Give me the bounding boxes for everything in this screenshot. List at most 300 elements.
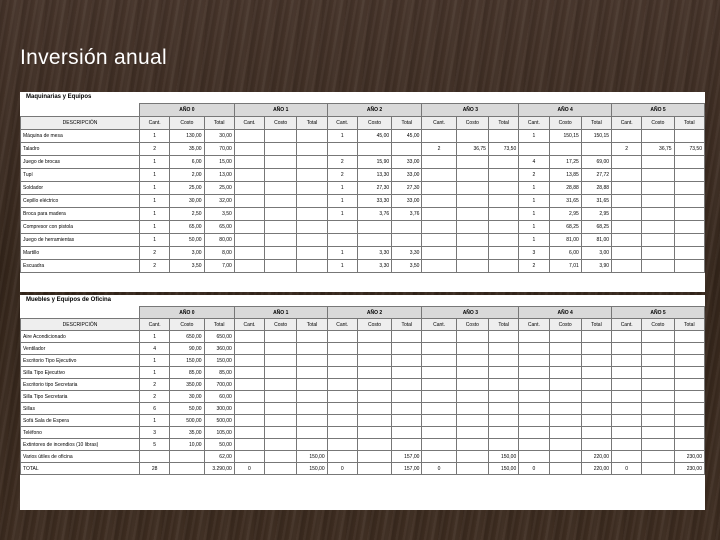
quantity-cell (422, 391, 456, 403)
total-cell (674, 391, 704, 403)
cost-cell (549, 415, 581, 427)
total-label: TOTAL (21, 463, 140, 475)
cost-cell: 68,25 (549, 221, 581, 234)
quantity-column-header: Cant. (140, 117, 170, 130)
total-cell (297, 208, 327, 221)
cost-cell (357, 379, 391, 391)
total-amount-cell: 157,00 (392, 463, 422, 475)
total-cell (297, 130, 327, 143)
cost-cell: 3,30 (357, 260, 391, 273)
total-cell (392, 391, 422, 403)
total-cell (674, 355, 704, 367)
quantity-cell: 2 (612, 143, 642, 156)
total-cell (297, 182, 327, 195)
total-cell (674, 379, 704, 391)
total-cell (674, 169, 704, 182)
total-cell (297, 403, 327, 415)
cost-column-header: Costo (170, 319, 204, 331)
total-quantity-cell: 0 (612, 463, 642, 475)
quantity-column-header: Cant. (422, 319, 456, 331)
total-cell (488, 379, 518, 391)
total-cell: 2,95 (581, 208, 611, 221)
quantity-cell: 2 (519, 260, 549, 273)
year-header: AÑO 1 (234, 307, 327, 319)
item-description: Máquina de mesa (21, 130, 140, 143)
total-cell (488, 403, 518, 415)
cost-cell: 15,90 (357, 156, 391, 169)
total-cell (392, 403, 422, 415)
total-cell (488, 169, 518, 182)
quantity-cell: 1 (140, 156, 170, 169)
quantity-cell (234, 143, 264, 156)
cost-cell: 33,30 (357, 195, 391, 208)
total-cell (674, 427, 704, 439)
cost-cell (642, 260, 674, 273)
cost-cell (265, 355, 297, 367)
quantity-cell: 1 (519, 208, 549, 221)
cost-cell (265, 143, 297, 156)
quantity-cell (234, 355, 264, 367)
item-description: Silla Tipo Ejecutivo (21, 367, 140, 379)
year-header: AÑO 4 (519, 104, 612, 117)
cost-column-header: Costo (642, 117, 674, 130)
table-row (21, 355, 705, 367)
cost-cell (265, 379, 297, 391)
total-cell (674, 403, 704, 415)
total-cell: 85,00 (204, 367, 234, 379)
cost-cell: 25,00 (170, 182, 204, 195)
cost-column-header: Costo (357, 117, 391, 130)
quantity-cell: 1 (140, 130, 170, 143)
cost-cell (456, 247, 488, 260)
total-cell (297, 343, 327, 355)
total-cell (674, 260, 704, 273)
total-cell (581, 331, 611, 343)
total-quantity-cell: 0 (234, 463, 264, 475)
total-column-header: Total (392, 319, 422, 331)
total-cell (297, 143, 327, 156)
quantity-cell (234, 391, 264, 403)
quantity-cell: 4 (140, 343, 170, 355)
item-description: Teléfono (21, 427, 140, 439)
quantity-cell (234, 331, 264, 343)
total-cost-cell (170, 463, 204, 475)
total-cell (488, 367, 518, 379)
quantity-cell (519, 379, 549, 391)
cost-column-header: Costo (549, 319, 581, 331)
cost-cell: 17,25 (549, 156, 581, 169)
total-cost-cell (456, 463, 488, 475)
total-cell (488, 260, 518, 273)
quantity-cell (327, 415, 357, 427)
cost-cell (456, 234, 488, 247)
quantity-cell: 1 (140, 234, 170, 247)
table-row (21, 156, 705, 169)
cost-cell: 10,00 (170, 439, 204, 451)
quantity-cell (234, 221, 264, 234)
quantity-cell: 1 (519, 195, 549, 208)
item-description: Ventilador (21, 343, 140, 355)
total-cell (581, 143, 611, 156)
table-row (21, 427, 705, 439)
total-cell: 700,00 (204, 379, 234, 391)
quantity-cell (422, 331, 456, 343)
quantity-cell (422, 343, 456, 355)
cost-cell (265, 247, 297, 260)
cost-cell (357, 221, 391, 234)
cost-column-header: Costo (265, 319, 297, 331)
total-cell: 45,00 (392, 130, 422, 143)
cost-cell (357, 403, 391, 415)
cost-cell: 81,00 (549, 234, 581, 247)
cost-cell (265, 331, 297, 343)
total-cell (488, 427, 518, 439)
total-cell (488, 234, 518, 247)
total-quantity-cell: 28 (140, 463, 170, 475)
quantity-cell (612, 169, 642, 182)
total-cell: 33,00 (392, 195, 422, 208)
quantity-cell: 1 (140, 331, 170, 343)
cost-cell: 150,00 (170, 355, 204, 367)
total-cost-cell (642, 463, 674, 475)
total-cell (488, 391, 518, 403)
total-cell (392, 439, 422, 451)
quantity-cell (234, 451, 264, 463)
cost-cell (642, 234, 674, 247)
cost-cell (549, 379, 581, 391)
total-cell: 33,00 (392, 156, 422, 169)
total-column-header: Total (674, 117, 704, 130)
total-cost-cell (265, 463, 297, 475)
quantity-column-header: Cant. (327, 117, 357, 130)
total-cell (488, 439, 518, 451)
item-description: Escritorio tipo Secretaria (21, 379, 140, 391)
cost-cell: 2,50 (170, 208, 204, 221)
total-cell (392, 143, 422, 156)
total-cell: 80,00 (204, 234, 234, 247)
total-cell: 30,00 (204, 130, 234, 143)
quantity-cell (422, 208, 456, 221)
total-column-header: Total (204, 117, 234, 130)
total-cell: 650,00 (204, 331, 234, 343)
item-description: Aire Acondicionado (21, 331, 140, 343)
quantity-column-header: Cant. (140, 319, 170, 331)
quantity-cell: 1 (519, 221, 549, 234)
quantity-cell (612, 355, 642, 367)
total-cell (488, 156, 518, 169)
total-column-header: Total (581, 319, 611, 331)
quantity-cell (612, 195, 642, 208)
total-cell (297, 355, 327, 367)
cost-cell: 13,85 (549, 169, 581, 182)
year-header: AÑO 3 (422, 104, 519, 117)
quantity-cell (612, 221, 642, 234)
cost-cell (357, 143, 391, 156)
total-cell (674, 247, 704, 260)
total-cell: 150,15 (581, 130, 611, 143)
cost-cell (549, 355, 581, 367)
quantity-cell (612, 451, 642, 463)
table-row (21, 234, 705, 247)
item-description: Sillas (21, 403, 140, 415)
cost-cell (642, 415, 674, 427)
total-cell: 27,30 (392, 182, 422, 195)
description-column-header: DESCRIPCIÓN (21, 319, 140, 331)
quantity-cell (234, 208, 264, 221)
item-description: Escuadra (21, 260, 140, 273)
quantity-cell: 2 (519, 169, 549, 182)
quantity-cell (327, 234, 357, 247)
cost-column-header: Costo (642, 319, 674, 331)
table-row (21, 169, 705, 182)
total-cell (581, 379, 611, 391)
cost-cell (357, 415, 391, 427)
quantity-cell: 1 (140, 221, 170, 234)
cost-cell (357, 331, 391, 343)
total-cell: 3,90 (581, 260, 611, 273)
total-cell (674, 182, 704, 195)
cost-cell (456, 130, 488, 143)
quantity-cell (612, 343, 642, 355)
cost-cell: 130,00 (170, 130, 204, 143)
total-cell (297, 391, 327, 403)
quantity-cell (519, 355, 549, 367)
total-cell (297, 195, 327, 208)
cost-cell: 3,50 (170, 260, 204, 273)
cost-cell (456, 331, 488, 343)
table-row (21, 260, 705, 273)
total-cell: 300,00 (204, 403, 234, 415)
quantity-cell (519, 415, 549, 427)
total-cell (674, 195, 704, 208)
quantity-cell (612, 182, 642, 195)
cost-cell (549, 391, 581, 403)
cost-cell: 35,00 (170, 143, 204, 156)
total-cell (392, 331, 422, 343)
total-cell (488, 247, 518, 260)
quantity-cell (612, 130, 642, 143)
quantity-column-header: Cant. (234, 117, 264, 130)
cost-cell (456, 343, 488, 355)
quantity-cell (234, 343, 264, 355)
total-cell: 33,00 (392, 169, 422, 182)
quantity-column-header: Cant. (327, 319, 357, 331)
cost-cell (642, 221, 674, 234)
cost-cell (642, 439, 674, 451)
cost-cell: 2,95 (549, 208, 581, 221)
cost-cell: 65,00 (170, 221, 204, 234)
total-cell: 3,50 (392, 260, 422, 273)
item-description: Escritorio Tipo Ejecutivo (21, 355, 140, 367)
total-cell: 150,00 (297, 451, 327, 463)
total-cell: 360,00 (204, 343, 234, 355)
quantity-cell (327, 355, 357, 367)
total-cell (674, 221, 704, 234)
cost-cell: 3,00 (170, 247, 204, 260)
quantity-column-header: Cant. (422, 117, 456, 130)
cost-cell (357, 451, 391, 463)
quantity-cell (422, 439, 456, 451)
total-cell (488, 221, 518, 234)
total-cell: 69,00 (581, 156, 611, 169)
quantity-cell (234, 182, 264, 195)
quantity-cell (327, 331, 357, 343)
cost-cell: 27,30 (357, 182, 391, 195)
cost-cell (456, 367, 488, 379)
total-cell (674, 331, 704, 343)
total-cell (581, 439, 611, 451)
total-column-header: Total (297, 117, 327, 130)
cost-cell (357, 367, 391, 379)
total-cell: 81,00 (581, 234, 611, 247)
total-cost-cell (549, 463, 581, 475)
cost-cell (549, 439, 581, 451)
total-cell (488, 208, 518, 221)
quantity-cell (612, 208, 642, 221)
total-column-header: Total (204, 319, 234, 331)
total-column-header: Total (488, 117, 518, 130)
total-cell: 73,50 (674, 143, 704, 156)
total-cell (297, 379, 327, 391)
quantity-cell: 1 (519, 130, 549, 143)
total-cell: 27,72 (581, 169, 611, 182)
table-row (21, 379, 705, 391)
year-header: AÑO 0 (140, 104, 235, 117)
cost-cell: 30,00 (170, 391, 204, 403)
total-cell (297, 415, 327, 427)
total-cell: 3,00 (581, 247, 611, 260)
quantity-cell (422, 367, 456, 379)
total-cell (674, 367, 704, 379)
total-cell: 8,00 (204, 247, 234, 260)
quantity-cell (422, 156, 456, 169)
cost-cell: 7,01 (549, 260, 581, 273)
quantity-cell (234, 439, 264, 451)
item-description: Silla Tipo Secretaria (21, 391, 140, 403)
year-header: AÑO 5 (612, 307, 705, 319)
quantity-cell (519, 451, 549, 463)
total-column-header: Total (581, 117, 611, 130)
cost-column-header: Costo (170, 117, 204, 130)
cost-cell: 90,00 (170, 343, 204, 355)
total-cell: 50,00 (204, 439, 234, 451)
cost-cell (265, 427, 297, 439)
quantity-cell (519, 427, 549, 439)
total-quantity-cell: 0 (327, 463, 357, 475)
total-cell (297, 169, 327, 182)
quantity-cell (234, 260, 264, 273)
table-row (21, 331, 705, 343)
cost-cell (456, 379, 488, 391)
quantity-cell: 3 (140, 427, 170, 439)
quantity-cell (422, 260, 456, 273)
cost-cell (456, 182, 488, 195)
quantity-cell (234, 169, 264, 182)
table-row (21, 143, 705, 156)
table-row (21, 451, 705, 463)
cost-cell: 350,00 (170, 379, 204, 391)
quantity-cell (612, 391, 642, 403)
quantity-cell (422, 182, 456, 195)
total-column-header: Total (297, 319, 327, 331)
total-cell (488, 331, 518, 343)
cost-cell (642, 367, 674, 379)
quantity-cell (234, 234, 264, 247)
year-header: AÑO 1 (234, 104, 327, 117)
machinery-section-title: Maquinarias y Equipos (26, 94, 92, 100)
total-cell: 70,00 (204, 143, 234, 156)
cost-cell (456, 439, 488, 451)
quantity-cell: 1 (519, 234, 549, 247)
cost-cell (265, 221, 297, 234)
quantity-cell: 1 (327, 130, 357, 143)
quantity-cell: 2 (140, 260, 170, 273)
year-header: AÑO 0 (140, 307, 235, 319)
cost-cell (265, 403, 297, 415)
cost-cell (549, 403, 581, 415)
total-cell (488, 415, 518, 427)
cost-cell: 36,75 (642, 143, 674, 156)
total-cell: 65,00 (204, 221, 234, 234)
quantity-cell: 4 (519, 156, 549, 169)
total-cell (488, 182, 518, 195)
quantity-column-header: Cant. (519, 319, 549, 331)
cost-cell (642, 182, 674, 195)
cost-column-header: Costo (456, 117, 488, 130)
total-cell (581, 367, 611, 379)
quantity-cell (612, 415, 642, 427)
cost-cell (549, 331, 581, 343)
quantity-cell (612, 260, 642, 273)
total-cell: 15,00 (204, 156, 234, 169)
total-cell: 68,25 (581, 221, 611, 234)
cost-cell (642, 427, 674, 439)
cost-cell (456, 391, 488, 403)
cost-cell (170, 451, 204, 463)
item-description: Juego de brocas (21, 156, 140, 169)
cost-cell: 3,76 (357, 208, 391, 221)
table-row (21, 439, 705, 451)
total-cell (674, 208, 704, 221)
quantity-cell (234, 130, 264, 143)
cost-cell (549, 343, 581, 355)
quantity-cell: 2 (422, 143, 456, 156)
cost-cell: 50,00 (170, 234, 204, 247)
office-sheet (20, 295, 705, 510)
table-row (21, 182, 705, 195)
total-cell: 150,00 (204, 355, 234, 367)
quantity-cell (422, 355, 456, 367)
total-cell: 13,00 (204, 169, 234, 182)
total-cell (581, 355, 611, 367)
quantity-cell: 2 (140, 379, 170, 391)
cost-cell (456, 403, 488, 415)
quantity-cell (519, 403, 549, 415)
total-amount-cell: 220,00 (581, 463, 611, 475)
cost-cell (642, 391, 674, 403)
cost-cell: 2,00 (170, 169, 204, 182)
total-cell: 32,00 (204, 195, 234, 208)
total-cell: 3,30 (392, 247, 422, 260)
cost-cell: 3,30 (357, 247, 391, 260)
cost-cell: 35,00 (170, 427, 204, 439)
machinery-table (20, 103, 705, 273)
table-row (21, 343, 705, 355)
quantity-cell: 1 (519, 182, 549, 195)
quantity-cell (422, 415, 456, 427)
quantity-cell (140, 451, 170, 463)
item-description: Soldador (21, 182, 140, 195)
